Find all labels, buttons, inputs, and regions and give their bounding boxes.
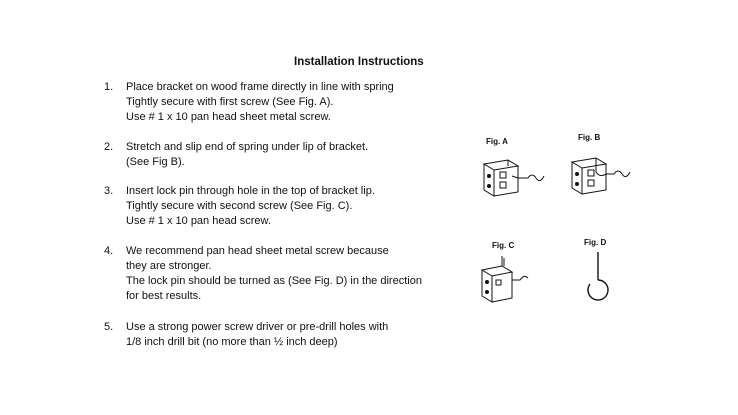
step-line: Tightly secure with first screw (See Fig. A). [126,96,334,108]
step-line: Use a strong power screw driver or pre-drill holes with [126,321,389,333]
step-number: 5. [104,321,114,333]
figure-c-bracket-illustration [478,256,538,306]
step-number: 1. [104,81,114,93]
step-number: 4. [104,245,114,257]
step-line: 1/8 inch drill bit (no more than ½ inch deep) [126,336,338,348]
step-line: they are stronger. [126,260,212,272]
step-line: Use # 1 x 10 pan head sheet metal screw. [126,111,331,123]
step-line: The lock pin should be turned as (See Fig. D) in the direction [126,275,422,287]
step-line: Insert lock pin through hole in the top of bracket lip. [126,185,375,197]
page-title: Installation Instructions [294,56,424,68]
step-line: Place bracket on wood frame directly in line with spring [126,81,394,93]
step-line: We recommend pan head sheet metal screw because [126,245,389,257]
step-line: Tightly secure with second screw (See Fig. C). [126,200,353,212]
figure-b-label: Fig. B [578,133,601,142]
figure-a-label: Fig. A [486,137,508,146]
step-number: 2. [104,141,114,153]
figure-c-label: Fig. C [492,241,515,250]
step-line: Use # 1 x 10 pan head screw. [126,215,271,227]
figure-d-label: Fig. D [584,238,607,247]
step-number: 3. [104,185,114,197]
figure-d-lock-pin-illustration [578,250,618,310]
step-line: for best results. [126,290,202,302]
step-line: Stretch and slip end of spring under lip of bracket. [126,141,369,153]
figure-a-bracket-illustration [478,152,548,202]
step-line: (See Fig B). [126,156,185,168]
figure-b-bracket-illustration [566,150,636,200]
